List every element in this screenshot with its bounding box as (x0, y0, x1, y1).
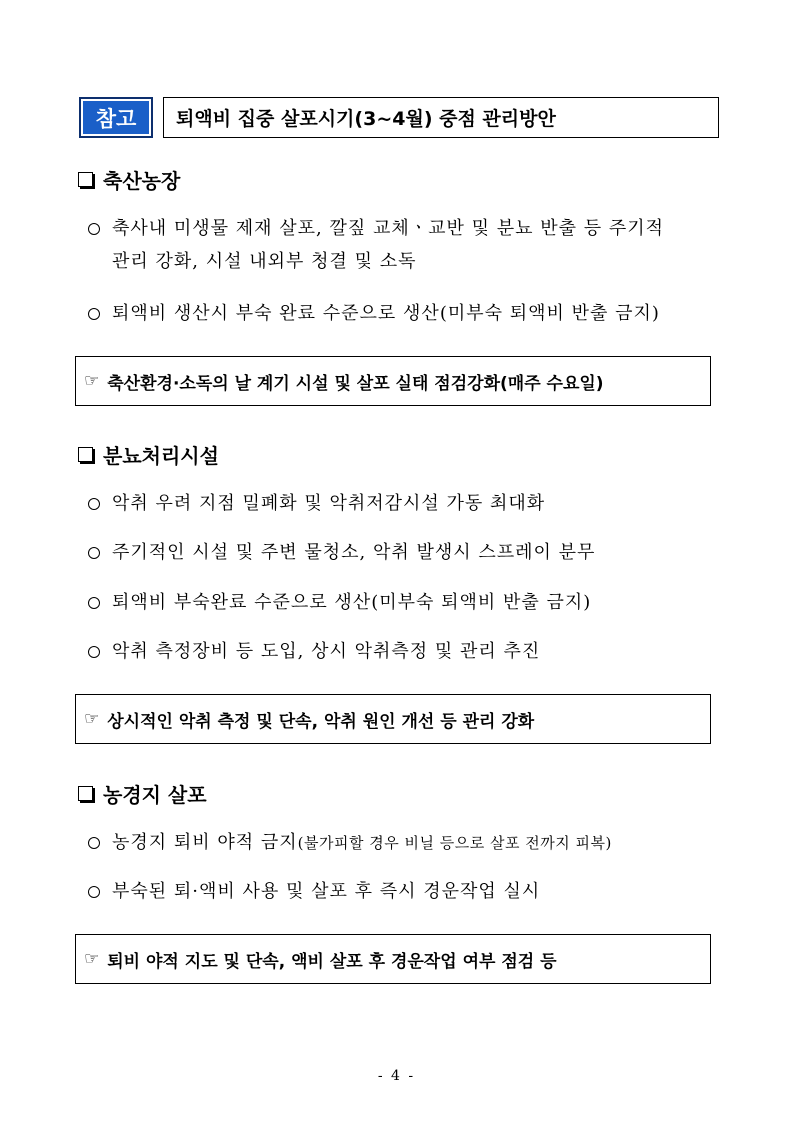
note-box (75, 694, 711, 744)
section-heading-label: 축산농장 (103, 168, 181, 193)
section-heading-manure-facility (78, 441, 219, 467)
circle-icon (88, 223, 100, 235)
list-item (88, 586, 728, 619)
circle-icon (88, 837, 100, 849)
reference-tag: 참고 (79, 97, 153, 138)
note-text: 상시적인 악취 측정 및 단속, 악취 원인 개선 등 관리 강화 (107, 711, 535, 732)
circle-icon (88, 886, 100, 898)
page-title: 퇴액비 집중 살포시기(3~4월) 중점 관리방안 (163, 97, 719, 138)
list-item-text: 농경지 퇴비 야적 금지 (112, 832, 298, 853)
list-item (88, 536, 728, 569)
list-item-text: 악취 우려 지점 밀폐화 및 악취저감시설 가동 최대화 (112, 493, 546, 514)
list-item (88, 212, 728, 278)
pointing-hand-icon: ☞ (84, 371, 100, 391)
note-text: 퇴비 야적 지도 및 단속, 액비 살포 후 경운작업 여부 점검 등 (107, 951, 557, 972)
page-number: - 4 - (377, 1068, 416, 1084)
list-item-text: 부숙된 퇴·액비 사용 및 살포 후 즉시 경운작업 실시 (112, 881, 541, 902)
circle-icon (88, 308, 100, 320)
circle-icon (88, 597, 100, 609)
list-item-text: 악취 측정장비 등 도입, 상시 악취측정 및 관리 추진 (112, 641, 541, 662)
list-item (88, 487, 728, 520)
pointing-hand-icon: ☞ (84, 949, 100, 969)
circle-icon (88, 547, 100, 559)
circle-icon (88, 646, 100, 658)
section-heading-livestock-farm (78, 166, 180, 192)
list-item-text: 주기적인 시설 및 주변 물청소, 악취 발생시 스프레이 분무 (112, 542, 596, 563)
list-item-text: 퇴액비 부숙완료 수준으로 생산(미부숙 퇴액비 반출 금지) (112, 592, 592, 613)
list-item (88, 635, 728, 668)
section-heading-label: 분뇨처리시설 (103, 443, 219, 468)
list-item-text: 축사내 미생물 제재 살포, 깔짚 교체ㆍ교반 및 분뇨 반출 등 주기적 (112, 218, 665, 239)
checkbox-icon (78, 172, 93, 187)
note-box (75, 934, 711, 984)
pointing-hand-icon: ☞ (84, 709, 100, 729)
circle-icon (88, 498, 100, 510)
checkbox-icon (78, 447, 93, 462)
section-heading-farmland-spreading (78, 780, 207, 806)
checkbox-icon (78, 786, 93, 801)
section-heading-label: 농경지 살포 (103, 782, 207, 807)
note-text: 축산환경·소독의 날 계기 시설 및 살포 실태 점검강화(매주 수요일) (107, 373, 604, 394)
list-item-parenthetical: (불가피할 경우 비닐 등으로 살포 전까지 피복) (297, 834, 612, 852)
header (79, 97, 719, 138)
list-item (88, 875, 728, 908)
list-item (88, 826, 728, 860)
note-box (75, 356, 711, 406)
list-item-text-continued: 관리 강화, 시설 내외부 청결 및 소독 (112, 251, 417, 272)
list-item (88, 297, 728, 330)
list-item-text: 퇴액비 생산시 부숙 완료 수준으로 생산(미부숙 퇴액비 반출 금지) (112, 303, 660, 324)
